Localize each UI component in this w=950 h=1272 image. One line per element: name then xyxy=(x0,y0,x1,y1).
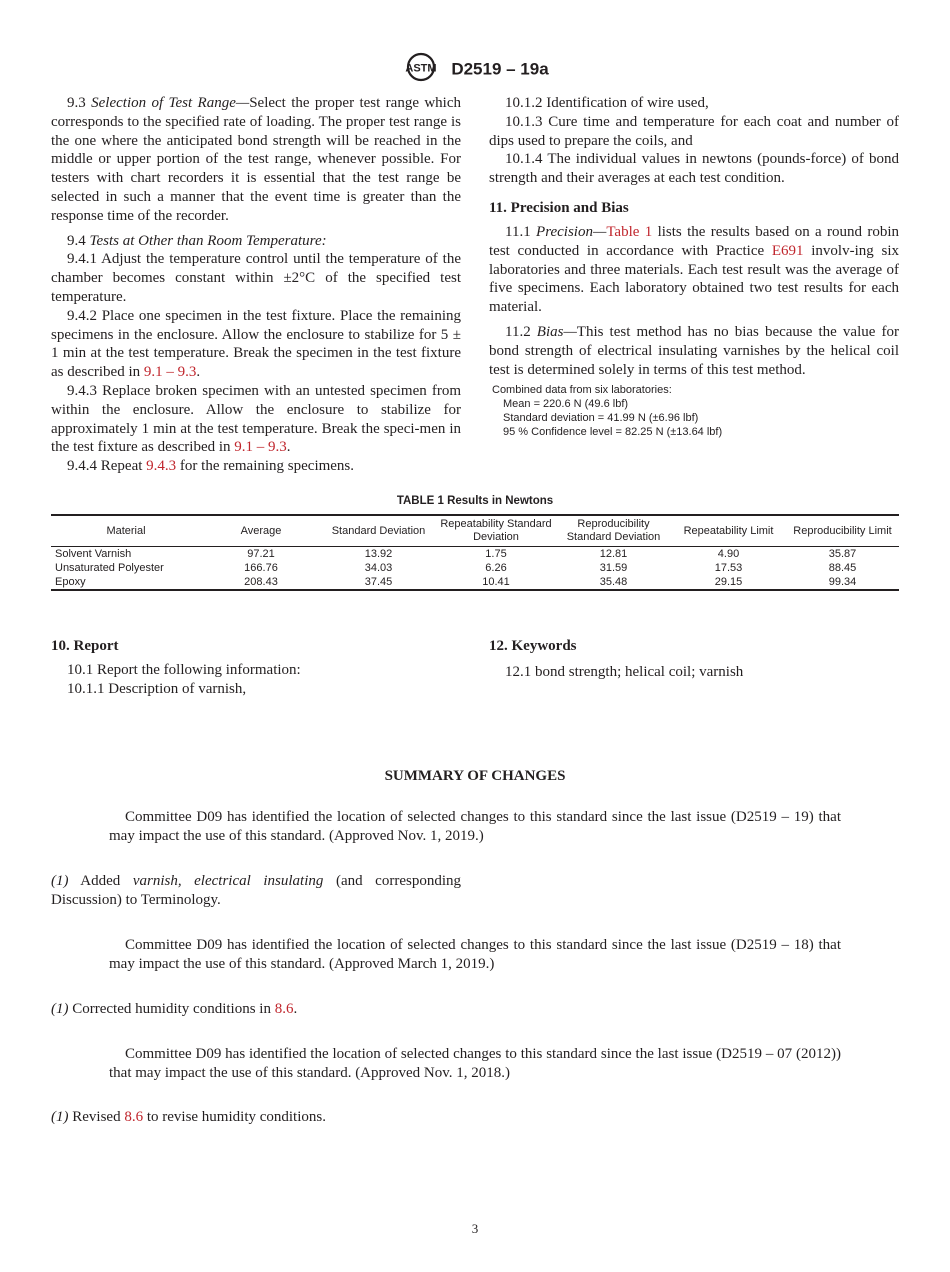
table-cell: 166.76 xyxy=(244,562,278,574)
table-row xyxy=(51,547,899,562)
col-header: Average xyxy=(240,524,282,537)
table-cell: 13.92 xyxy=(364,548,393,560)
heading-keywords: 12. Keywords xyxy=(489,638,577,654)
combined-data-sd: Standard deviation = 41.99 N (±6.96 lbf) xyxy=(503,412,699,425)
table-cell: 4.90 xyxy=(717,548,740,560)
table-1 xyxy=(51,514,899,591)
section-10-1-1: 10.1.1 Description of varnish, xyxy=(67,680,247,697)
left-column xyxy=(51,94,461,476)
summary-change-2: (1) Corrected humidity conditions in 8.6. xyxy=(51,1001,298,1017)
table-1-caption: TABLE 1 Results in Newtons xyxy=(396,495,554,507)
table-cell: 6.26 xyxy=(485,562,507,574)
table-cell: Solvent Varnish xyxy=(55,548,132,560)
summary-change-3: (1) Revised 8.6 to revise humidity conditions. xyxy=(51,1109,326,1125)
col-header: Repeatability Limit xyxy=(683,524,774,537)
combined-data-mean: Mean = 220.6 N (49.6 lbf) xyxy=(503,398,629,411)
table-cell: 35.87 xyxy=(828,548,857,560)
table-cell: 10.41 xyxy=(482,576,510,588)
col-header: Reproducibility Limit xyxy=(793,524,892,537)
summary-paragraph-3: Committee D09 has identified the location of selected changes to this standard since the last issue (D2519 – 07 (2012)) that may impact the use of this standard. (Approved Nov. 1, 2018.) xyxy=(109,1046,841,1081)
section-10-1-2: 10.1.2 Identification of wire used, xyxy=(505,95,709,111)
section-12-1: 12.1 bond strength; helical coil; varnish xyxy=(505,664,744,680)
right-column xyxy=(489,94,899,439)
table-cell: 17.53 xyxy=(714,562,743,574)
combined-data-cl: 95 % Confidence level = 82.25 N (±13.64 lbf) xyxy=(503,426,723,439)
summary-paragraph-1: Committee D09 has identified the location of selected changes to this standard since the last issue (D2519 – 19) that may impact the use of this standard. (Approved Nov. 1, 2019.) xyxy=(109,809,841,844)
document-designation: D2519 – 19a xyxy=(451,59,549,79)
table-cell: 99.34 xyxy=(828,576,857,588)
table-cell: 29.15 xyxy=(714,576,743,588)
section-11-2: 11.2 Bias—This test method has no bias because the value for bond strength of electrical insulating varnishes by the helical coil test is determined solely in terms of this test method. xyxy=(489,323,899,378)
link-9-1-9-3[interactable]: 9.1 – 9.3 xyxy=(234,439,287,456)
table-cell: 37.45 xyxy=(364,576,393,588)
combined-data-title: Combined data from six laboratories: xyxy=(492,384,672,397)
section-9-4: 9.4 Tests at Other than Room Temperature: xyxy=(67,232,327,249)
section-10-1: 10.1 Report the following information: xyxy=(67,662,301,678)
section-9-4-3: 9.4.3 Replace broken specimen with an untested specimen from within the enclosure. Allow the enclosure to stabilize for approximately 1 min at the test temperature. Break the speci-men in the test fixture as described in 9.1 – 9.3. xyxy=(51,382,461,456)
section-9-4-2: 9.4.2 Place one specimen in the test fixture. Place the remaining specimens in the enclosure. Allow the enclosure to stabilize for 5 ± 1 min at the test temperature. Break the specimen in the test fixture as described in 9.1 – 9.3. xyxy=(51,307,461,381)
col-header: Material xyxy=(106,524,146,537)
col-header: Reproducibility Standard Deviation xyxy=(566,518,661,543)
link-8-6[interactable]: 8.6 xyxy=(124,1109,144,1125)
page-number: 3 xyxy=(471,1221,479,1236)
link-e691[interactable]: E691 xyxy=(771,242,804,259)
section-9-4-1: 9.4.1 Adjust the temperature control until the temperature of the chamber becomes constant within ±2°C of the specified test temperature. xyxy=(51,251,461,305)
table-row xyxy=(51,575,899,590)
section-10-1-4: 10.1.4 The individual values in newtons (pounds-force) of bond strength and their averages at each test condition. xyxy=(489,151,899,187)
heading-precision-bias: 11. Precision and Bias xyxy=(489,199,629,216)
link-9-4-3[interactable]: 9.4.3 xyxy=(146,458,177,475)
link-9-1-9-3[interactable]: 9.1 – 9.3 xyxy=(143,364,197,381)
section-11-1: 11.1 Precision—Table 1 lists the results based on a round robin test conducted in accordance with Practice E691 involv-ing six laboratories and three materials. Each test result was the average of five specimens. Each laboratory obtained two test results for each material. xyxy=(489,223,899,316)
table-cell: Epoxy xyxy=(55,576,86,588)
table-cell: 1.75 xyxy=(485,548,507,560)
logo-text: ASTM xyxy=(405,62,437,75)
col-header: Repeatability Standard Deviation xyxy=(440,518,552,543)
table-cell: 35.48 xyxy=(599,576,628,588)
combined-data xyxy=(492,383,899,439)
table-cell: 31.59 xyxy=(599,562,628,574)
col-header: Standard Deviation xyxy=(331,524,426,537)
section-9-4-4: 9.4.4 Repeat 9.4.3 for the remaining specimens. xyxy=(67,458,355,475)
summary-change-1: (1) Added varnish, electrical insulating (and corresponding Discussion) to Terminology. xyxy=(51,873,461,908)
link-table-1[interactable]: Table 1 xyxy=(606,223,653,240)
table-cell: 208.43 xyxy=(244,576,278,588)
table-cell: 88.45 xyxy=(828,562,857,574)
table-cell: 34.03 xyxy=(364,562,393,574)
heading-report: 10. Report xyxy=(51,638,119,654)
table-header-row xyxy=(51,515,899,547)
link-8-6[interactable]: 8.6 xyxy=(274,1001,294,1017)
summary-heading: SUMMARY OF CHANGES xyxy=(384,768,566,784)
page-header xyxy=(0,52,950,87)
table-cell: 97.21 xyxy=(247,548,275,560)
summary-paragraph-2: Committee D09 has identified the location of selected changes to this standard since the last issue (D2519 – 18) that may impact the use of this standard. (Approved March 1, 2019.) xyxy=(109,937,841,972)
keywords-section xyxy=(489,638,899,682)
table-row xyxy=(51,561,899,575)
section-10-1-3: 10.1.3 Cure time and temperature for each coat and number of dips used to prepare the coils, and xyxy=(489,113,899,149)
section-9-3: 9.3 Selection of Test Range—Select the proper test range which corresponds to the specified rate of loading. The proper test range is the one where the anticipated bond strength will be reached in the middle or upper portion of the test range, whenever possible. For testers with chart recorders it is essential that the test range be selected in such a manner that the event time is greater than the response time of the recorder. xyxy=(51,95,462,224)
report-section xyxy=(51,638,461,699)
table-cell: Unsaturated Polyester xyxy=(55,562,164,574)
table-cell: 12.81 xyxy=(599,548,628,560)
astm-logo xyxy=(401,52,441,87)
